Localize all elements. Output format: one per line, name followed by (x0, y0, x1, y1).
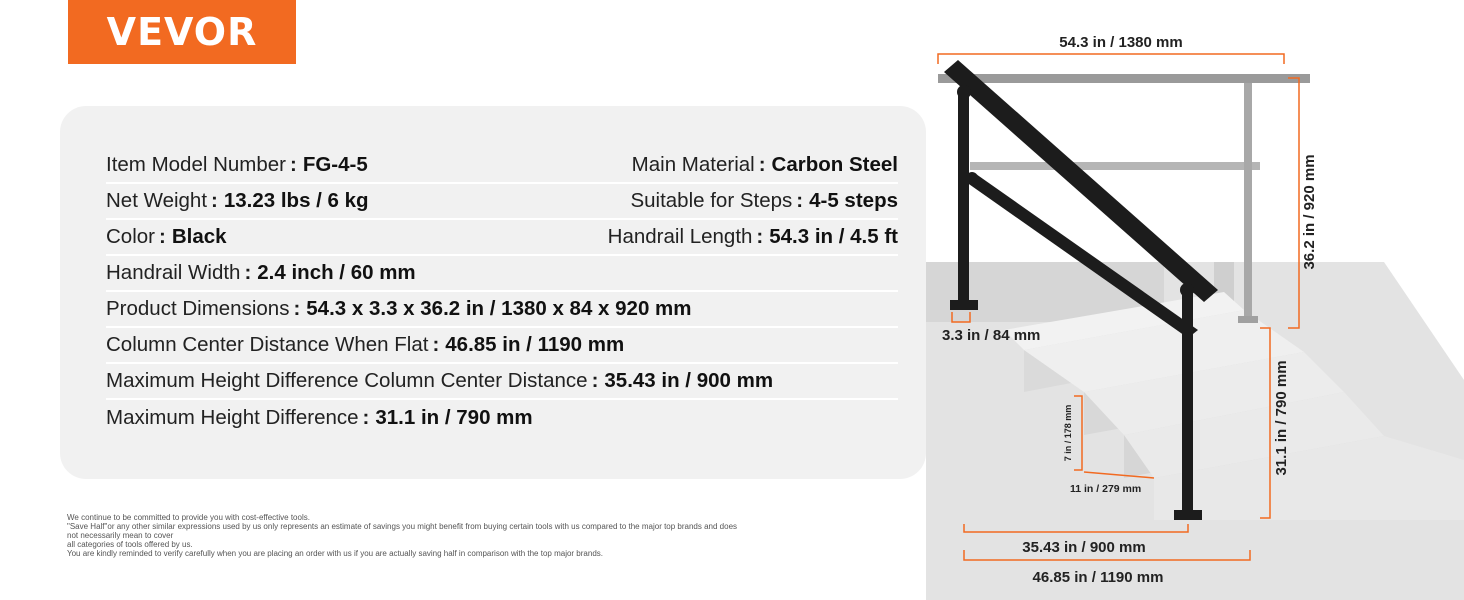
spec-label: Maximum Height Difference (106, 406, 359, 429)
spec-value: Black (171, 225, 227, 248)
disclaimer-line: You are kindly reminded to verify carefully when you are placing an order with us if you are actually saving half in comparison with the top major brands. (67, 549, 603, 558)
spec-item (106, 406, 533, 430)
spec-separator: : (244, 261, 252, 284)
spec-row (106, 184, 898, 220)
spec-label: Column Center Distance When Flat (106, 333, 429, 356)
disclaimer-line: "Save Half"or any other similar expressions used by us only represents an estimate of savings you might benefit from buying certain tools with us compared to the major top brands and does (67, 522, 738, 531)
spec-separator: : (159, 225, 166, 248)
spec-value: 31.1 in / 790 mm (375, 406, 533, 429)
spec-row (106, 364, 898, 400)
spec-label: Color (106, 225, 155, 248)
disclaimer (67, 513, 847, 558)
spec-value: 46.85 in / 1190 mm (445, 333, 625, 356)
spec-separator: : (290, 153, 297, 176)
spec-value: 4-5 steps (809, 189, 898, 212)
spec-item (106, 261, 416, 285)
spec-item (630, 189, 898, 213)
spec-value: 35.43 in / 900 mm (604, 369, 774, 392)
dim-column-distance-angled: 35.43 in / 900 mm (1022, 539, 1146, 556)
spec-separator: : (591, 369, 599, 392)
spec-label: Handrail Length (607, 225, 753, 248)
spec-row (106, 400, 898, 436)
dim-step-run: 11 in / 279 mm (1070, 483, 1142, 495)
dim-height: 36.2 in / 920 mm (1301, 154, 1318, 270)
spec-row (106, 328, 898, 364)
spec-value: 2.4 inch / 60 mm (257, 261, 416, 284)
dim-column-distance-flat: 46.85 in / 1190 mm (1032, 569, 1164, 586)
spec-row (106, 220, 898, 256)
spec-item (608, 225, 898, 249)
spec-separator: : (362, 406, 370, 429)
spec-label: Maximum Height Difference Column Center Distance (106, 369, 588, 392)
spec-item (106, 225, 227, 249)
dim-max-height-diff: 31.1 in / 790 mm (1273, 360, 1290, 476)
spec-separator: : (758, 153, 766, 176)
spec-item (106, 369, 773, 393)
spec-separator: : (432, 333, 440, 356)
stairs-illustration (926, 262, 1464, 600)
spec-label: Main Material (631, 153, 755, 176)
spec-label: Item Model Number (106, 153, 287, 176)
dim-top-length: 54.3 in / 1380 mm (1059, 34, 1183, 51)
spec-label: Handrail Width (106, 261, 241, 284)
disclaimer-line: not necessarily mean to cover (67, 531, 174, 540)
handrail-diagram (914, 0, 1464, 600)
spec-separator: : (796, 189, 804, 212)
spec-value: 54.3 in / 4.5 ft (769, 225, 898, 248)
spec-item (106, 333, 624, 357)
spec-row (106, 256, 898, 292)
disclaimer-line: We continue to be committed to provide you with cost-effective tools. (67, 513, 310, 522)
spec-separator: : (293, 297, 301, 320)
spec-value: 13.23 lbs / 6 kg (223, 189, 369, 212)
spec-value: FG-4-5 (302, 153, 368, 176)
spec-value: Carbon Steel (771, 153, 898, 176)
brand-logo: VEVOR (68, 0, 296, 64)
spec-item (106, 297, 692, 321)
spec-row (106, 292, 898, 328)
spec-item (106, 153, 368, 177)
spec-value: 54.3 x 3.3 x 36.2 in / 1380 x 84 x 920 mm (306, 297, 692, 320)
spec-row (106, 148, 898, 184)
dim-step-rise: 7 in / 178 mm (1063, 404, 1073, 462)
spec-label: Suitable for Steps (630, 189, 793, 212)
spec-label: Product Dimensions (106, 297, 290, 320)
spec-item (632, 153, 898, 177)
dim-base-width: 3.3 in / 84 mm (942, 327, 1041, 344)
spec-label: Net Weight (106, 189, 208, 212)
spec-separator: : (756, 225, 764, 248)
spec-item (106, 189, 369, 213)
spec-separator: : (211, 189, 218, 212)
disclaimer-line: all categories of tools offered by us. (67, 540, 193, 549)
